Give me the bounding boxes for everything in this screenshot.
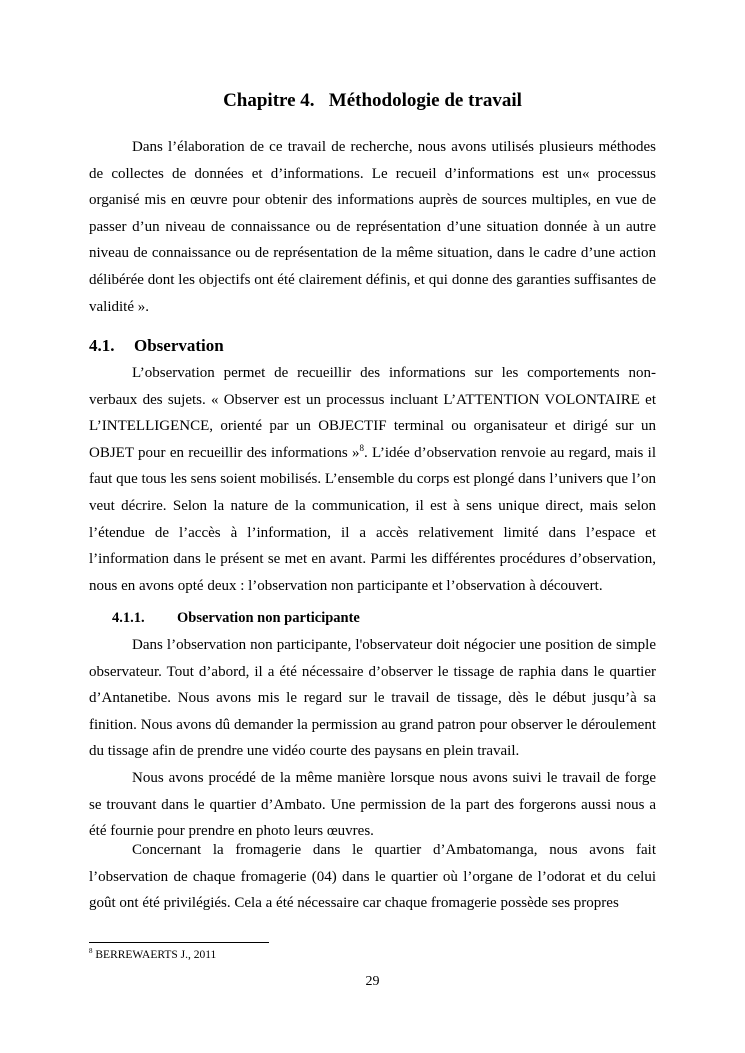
non-participant-paragraph-3: Concernant la fromagerie dans le quartier d’Ambatomanga, nous avons fait l’observation de chaque fromagerie (04) dans le quartier où l’organe de l’odorat et du celui goût ont été privilégiés. Cela a été nécessaire car chaque fromagerie possède ses propres (89, 842, 656, 912)
footnote-number: 8 (89, 947, 93, 956)
subsection-number: 4.1.1. (112, 610, 145, 626)
chapter-label: Chapitre 4. (223, 90, 315, 111)
chapter-title (0, 89, 745, 113)
subsection-title: Observation non participante (177, 610, 360, 626)
footnote (89, 947, 216, 963)
intro-paragraph: Dans l’élaboration de ce travail de recherche, nous avons utilisés plusieurs méthodes de collectes de données et d’informations. Le recueil d’informations est un« processus organisé mis en œuvre pour obtenir des informations auprès de sources multiples, en vue de passer d’un niveau de connaissance ou de représentation d’une situation donnée à un autre niveau de connaissance ou de représentation de la même situation, dans le cadre d’une action délibérée dont les objectifs ont été clairement définis, et qui donne des garanties suffisantes de validité ». (89, 139, 656, 315)
section-heading-4-1 (89, 335, 224, 357)
observation-text-part1: L’observation permet de recueillir des informations sur les comportements non-verbaux des sujets. « Observer est un processus incluant L’ATTENTION VOLONTAIRE et L’INTELLIGENCE, orienté par un OBJECTIF terminal ou organisateur et dirigé sur un OBJET pour en recueillir des informations » (89, 365, 656, 461)
footnote-divider (89, 942, 269, 943)
page-number: 29 (365, 974, 380, 989)
section-number: 4.1. (89, 336, 115, 355)
footnote-reference: 8 (359, 442, 364, 453)
observation-paragraph (89, 360, 656, 599)
section-title: Observation (134, 336, 224, 355)
section-heading-4-1-1 (112, 608, 360, 628)
observation-text-part2: . L’idée d’observation renvoie au regard, mais il faut que tous les sens soient mobilisés. L’ensemble du corps est plongé dans l’univers que l’on veut décrire. Selon la nature de la communication, il est à sens unique direct, mais selon l’étendue de l’accès à l’information, il a accès relativement limité dans l’espace et l’information dans le présent se met en avant. Parmi les différentes procédures d’observation, nous en avons opté deux : l’observation non participante et l’observation à découvert. (89, 444, 656, 594)
non-participant-paragraph-1: Dans l’observation non participante, l'observateur doit négocier une position de simple observateur. Tout d’abord, il a été nécessaire d’observer le tissage de raphia dans le quartier d’Antanetibe. Nous avons mis le regard sur le travail de tissage, dès le début jusqu’à sa finition. Nous avons dû demander la permission au grand patron pour observer le déroulement du tissage afin de prendre une vidéo courte des paysans en plein travail. (89, 637, 656, 760)
non-participant-paragraph-2: Nous avons procédé de la même manière lorsque nous avons suivi le travail de forge se trouvant dans le quartier d’Ambato. Une permission de la part des forgerons aussi nous a été fournie pour prendre en photo leurs œuvres. (89, 770, 656, 840)
footnote-text: BERREWAERTS J., 2011 (92, 949, 217, 961)
chapter-name: Méthodologie de travail (328, 90, 522, 111)
